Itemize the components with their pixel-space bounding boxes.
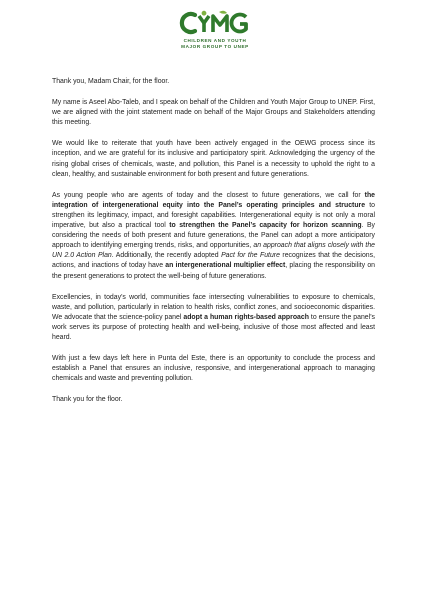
paragraph-greeting: Thank you, Madam Chair, for the floor. — [52, 78, 170, 85]
bold-run: the integration of intergenerational equity into the Panel’s operating principles and structure — [52, 191, 375, 209]
text-run: to strengthen its legitimacy, impact, and foresight capabilities. Intergenerational equity is not only a moral imperative, but also a practical tool — [52, 201, 375, 230]
logo-subtitle-line1: CHILDREN AND YOUTH — [183, 38, 247, 43]
cymg-logo — [179, 10, 251, 50]
italic-run: an approach that aligns closely with the UN 2.0 Action Plan — [52, 242, 376, 260]
text-run: recognizes that the decisions, actions, and inactions of today have — [52, 252, 375, 270]
paragraph-intergenerational-equity — [52, 191, 375, 282]
paragraph-oewg-engagement: We would like to reiterate that youth have been actively engaged in the OEWG process since its inception, and we are grateful for its inclusive and participatory spirit. Acknowledging the urgency of the rising global crises of chemicals, waste, and pollution, this Panel is a necessity to uphold the right to a clean, healthy, and sustainable environment for both present and future generations. — [52, 140, 375, 178]
bold-run: adopt a human rights-based approach — [183, 313, 309, 321]
paragraph-human-rights — [52, 293, 375, 343]
text-run: . Additionally, the recently adopted — [111, 252, 222, 260]
text-run: , placing the responsibility on the present generations to protect the well-being of future generations. — [52, 262, 375, 280]
bold-run: to strengthen the Panel’s capacity for horizon scanning — [169, 222, 362, 230]
italic-run: Pact for the Future — [221, 252, 280, 260]
paragraph-closing: Thank you for the floor. — [52, 396, 123, 404]
paragraph-introduction: My name is Aseel Abo-Taleb, and I speak on behalf of the Children and Youth Major Group to UNEP. First, we are aligned with the joint statement made on behalf of the Major Groups and Stakeholders attending this meeting. — [52, 99, 375, 127]
text-run: As young people who are agents of today and the closest to future generations, we call for — [52, 191, 365, 199]
cymg-logo-mark — [179, 10, 251, 36]
text-run: . By considering the needs of both present and future generations, the Panel can adopt a more anticipatory approach to identifying emerging trends, risks, and opportunities, — [52, 222, 375, 250]
text-run: to ensure the panel’s work serves its purpose of protecting health and well-being, inclusive of those most affected and least heard. — [52, 313, 376, 341]
logo-subtitle-line2: MAJOR GROUP TO UNEP — [181, 43, 249, 49]
text-run: Excellencies, in today’s world, communities face intersecting vulnerabilities to exposure to chemicals, waste, and pollution, particularly in relation to health risks, conflict zones, and socioeconomic disparities. We advocate that the science-policy panel — [52, 293, 375, 321]
paragraph-conclusion: With just a few days left here in Punta del Este, there is an opportunity to conclude the process and establish a Panel that ensures an inclusive, responsive, and intergenerational approach to managing chemicals and waste and preventing pollution. — [52, 355, 375, 383]
bold-run: an intergenerational multiplier effect — [165, 262, 286, 270]
statement-body — [52, 77, 375, 416]
